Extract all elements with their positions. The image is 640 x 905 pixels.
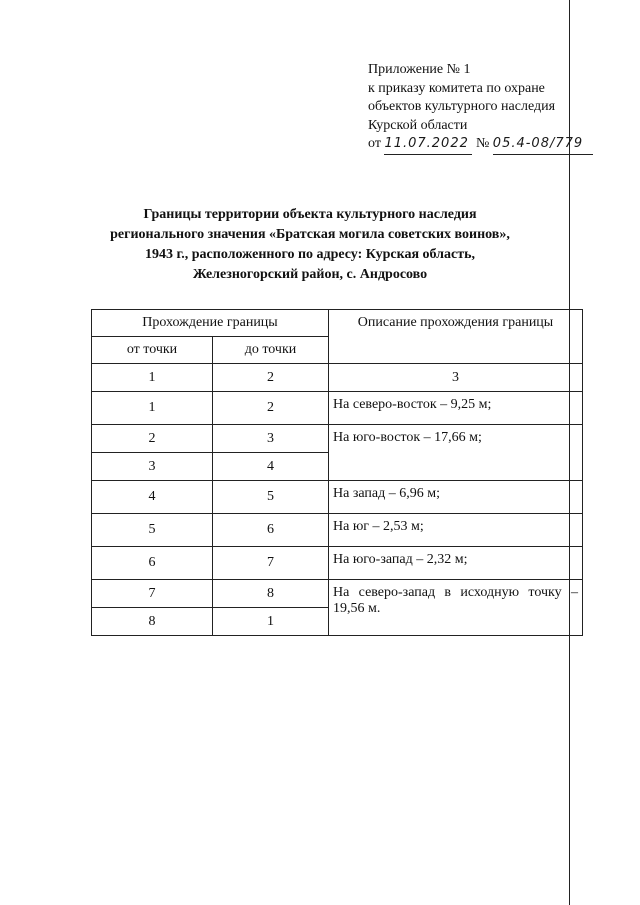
from-cell: 8 — [92, 608, 213, 636]
title-line-1: Границы территории объекта культурного наследия — [143, 207, 477, 222]
numbering-cell: 1 — [92, 364, 213, 392]
handwritten-date: 11.07.2022 — [384, 135, 472, 155]
from-cell: 4 — [92, 481, 213, 514]
title-line-4: Железногорский район, с. Андросово — [192, 267, 428, 282]
to-cell: 8 — [213, 580, 329, 608]
from-cell: 2 — [92, 425, 213, 453]
handwritten-number: 05.4-08/779 — [493, 135, 593, 155]
to-cell: 6 — [213, 514, 329, 547]
appendix-line-4: Курской области — [368, 117, 468, 133]
to-cell: 7 — [213, 547, 329, 580]
header-group: Прохождение границы — [92, 310, 329, 337]
to-cell: 1 — [213, 608, 329, 636]
description-cell: На запад – 6,96 м; — [329, 481, 583, 514]
numbering-row — [92, 364, 583, 392]
title-line-3: 1943 г., расположенного по адресу: Курская область, — [144, 247, 476, 262]
to-cell: 2 — [213, 392, 329, 425]
number-prefix: № — [475, 136, 490, 151]
header-to: до точки — [213, 337, 329, 364]
document-title — [90, 205, 530, 285]
description-cell: На северо-запад в исходную точку – 19,56 м. — [329, 580, 583, 636]
header-from: от точки — [92, 337, 213, 364]
from-cell: 5 — [92, 514, 213, 547]
appendix-line-3: объектов культурного наследия — [368, 99, 556, 114]
description-cell: На юго-запад – 2,32 м; — [329, 547, 583, 580]
appendix-line-2: к приказу комитета по охране — [368, 80, 545, 96]
table-row — [92, 514, 583, 547]
table-row — [92, 547, 583, 580]
table-row — [92, 425, 583, 453]
table-header-row — [92, 310, 583, 337]
from-prefix: от — [368, 136, 381, 151]
boundary-table — [91, 309, 583, 636]
numbering-cell: 3 — [329, 364, 583, 392]
title-line-2: регионального значения «Братская могила советских воинов», — [110, 227, 510, 242]
numbering-cell: 2 — [213, 364, 329, 392]
header-description: Описание прохождения границы — [329, 310, 583, 364]
description-cell: На северо-восток – 9,25 м; — [329, 392, 583, 425]
to-cell: 5 — [213, 481, 329, 514]
appendix-line-1: Приложение № 1 — [368, 62, 471, 77]
to-cell: 4 — [213, 453, 329, 481]
table-row — [92, 392, 583, 425]
from-cell: 7 — [92, 580, 213, 608]
description-cell: На юго-восток – 17,66 м; — [329, 425, 583, 481]
from-cell: 6 — [92, 547, 213, 580]
appendix-block — [368, 61, 593, 155]
table-row — [92, 481, 583, 514]
table-row — [92, 580, 583, 608]
description-cell: На юг – 2,53 м; — [329, 514, 583, 547]
from-cell: 1 — [92, 392, 213, 425]
appendix-date-line — [368, 135, 593, 155]
to-cell: 3 — [213, 425, 329, 453]
from-cell: 3 — [92, 453, 213, 481]
